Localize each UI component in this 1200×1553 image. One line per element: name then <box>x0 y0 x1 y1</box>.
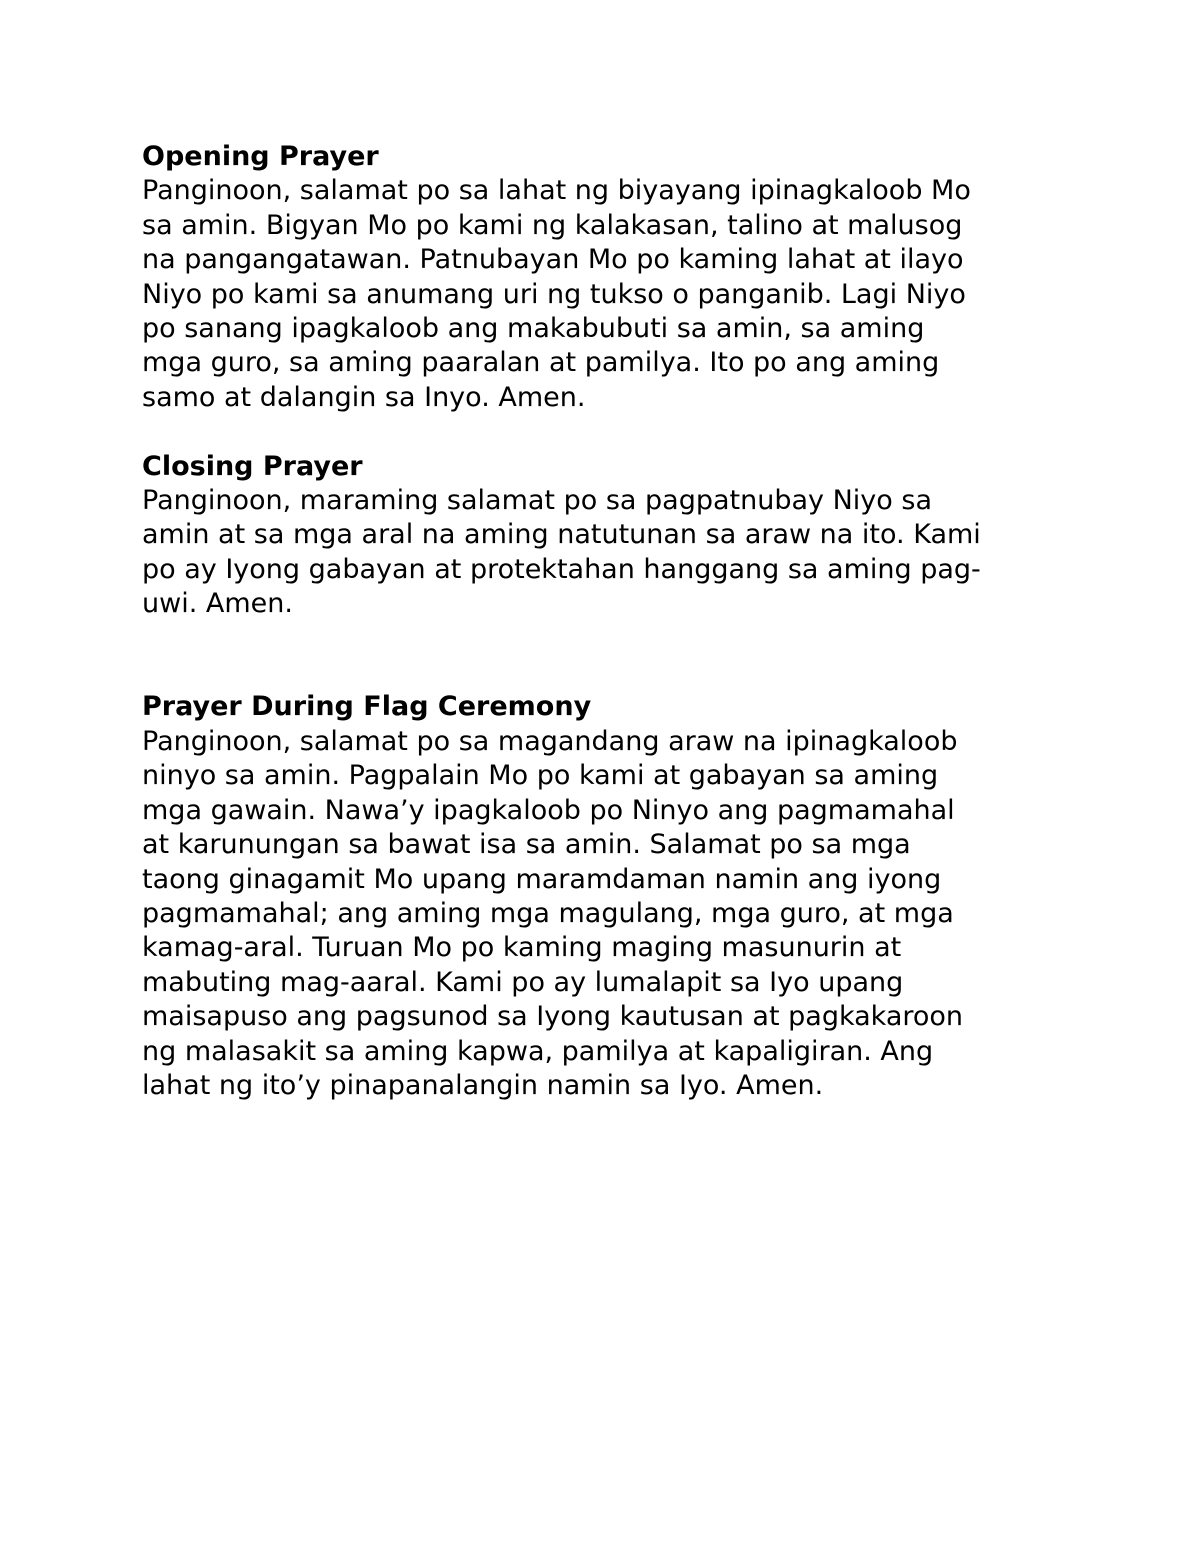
text-line: po ay Iyong gabayan at protektahan hanggang sa aming pag- <box>142 553 981 585</box>
text-line: mabuting mag-aaral. Kami po ay lumalapit sa Iyo upang <box>142 966 904 998</box>
text-line: sa amin. Bigyan Mo po kami ng kalakasan, talino at malusog <box>142 209 963 241</box>
text-line: ninyo sa amin. Pagpalain Mo po kami at gabayan sa aming <box>142 760 939 792</box>
flag-ceremony-prayer-section <box>142 690 1072 1103</box>
text-line: lahat ng ito’y pinapanalangin namin sa Iyo. Amen. <box>142 1069 824 1101</box>
text-line: amin at sa mga aral na aming natutunan sa araw na ito. Kami <box>142 519 981 551</box>
text-line: na pangangatawan. Patnubayan Mo po kaming lahat at ilayo <box>142 244 964 276</box>
text-line: at karunungan sa bawat isa sa amin. Salamat po sa mga <box>142 829 911 861</box>
paragraph-spacer <box>142 415 1072 449</box>
text-line: mga guro, sa aming paaralan at pamilya. Ito po ang aming <box>142 347 940 379</box>
opening-prayer-section <box>142 140 1072 415</box>
text-line: mga gawain. Nawa’y ipagkaloob po Ninyo ang pagmamahal <box>142 794 955 826</box>
closing-prayer-section <box>142 450 1072 622</box>
text-line: samo at dalangin sa Inyo. Amen. <box>142 381 586 413</box>
paragraph-spacer <box>142 622 1072 691</box>
text-line: kamag-aral. Turuan Mo po kaming maging masunurin at <box>142 932 902 964</box>
text-line: Niyo po kami sa anumang uri ng tukso o panganib. Lagi Niyo <box>142 278 966 310</box>
text-line: Panginoon, salamat po sa magandang araw na ipinagkaloob <box>142 725 958 757</box>
text-line: Panginoon, maraming salamat po sa pagpatnubay Niyo sa <box>142 485 932 517</box>
section-heading: Prayer During Flag Ceremony <box>142 691 592 723</box>
text-line: maisapuso ang pagsunod sa Iyong kautusan at pagkakaroon <box>142 1001 964 1033</box>
text-line: Panginoon, salamat po sa lahat ng biyayang ipinagkaloob Mo <box>142 175 971 207</box>
text-line: po sanang ipagkaloob ang makabubuti sa amin, sa aming <box>142 313 925 345</box>
section-heading: Opening Prayer <box>142 141 379 172</box>
section-heading: Closing Prayer <box>142 450 363 482</box>
text-line: pagmamahal; ang aming mga magulang, mga guro, at mga <box>142 897 954 929</box>
text-line: taong ginagamit Mo upang maramdaman namin ang iyong <box>142 863 942 895</box>
text-line: ng malasakit sa aming kapwa, pamilya at kapaligiran. Ang <box>142 1035 934 1067</box>
document-body <box>142 140 1072 1103</box>
text-line: uwi. Amen. <box>142 588 293 620</box>
